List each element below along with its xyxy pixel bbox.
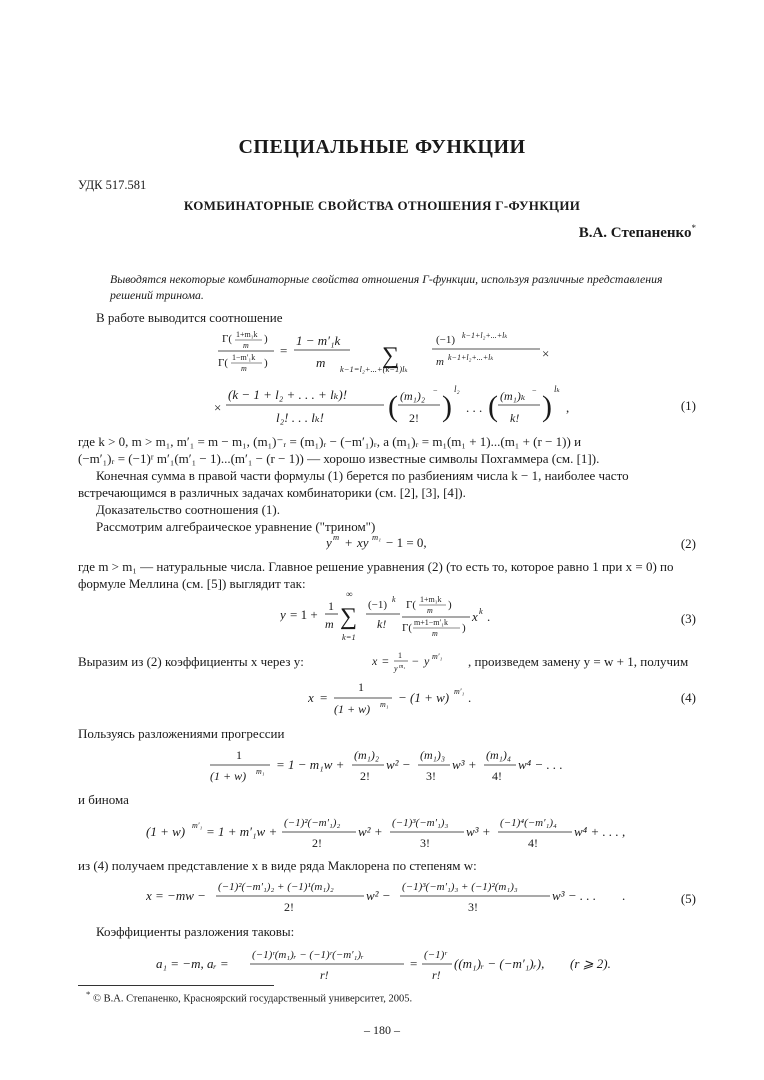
paragraph-where-1b: (−m′₁)ᵣ = (−1)ʳ m′₁(m′₁ − 1)...(m′₁ − (r − 1)) — хорошо известные символы Похгаммера (см. [1]).: [78, 451, 600, 466]
svg-text:1: 1: [328, 599, 334, 613]
svg-text:m₁: m₁: [372, 532, 382, 542]
equation-number-5: (5): [680, 891, 696, 906]
svg-text:m: m: [325, 617, 334, 631]
footnote: [86, 989, 412, 1005]
svg-text:4!: 4!: [492, 769, 502, 783]
equation-progression: [208, 745, 588, 787]
svg-text:=: =: [320, 690, 328, 705]
paragraph-where-1a: где k > 0, m > m₁, m′₁ = m − m₁, (m₁)⁻ᵣ = (m₁)ᵣ − (−m′₁)ᵣ, а (m₁)ᵣ = m₁(m₁ + 1)...(m₁ + (r − 1)) и: [78, 434, 582, 449]
paragraph-consider: Рассмотрим алгебраическое уравнение ("трином"): [96, 519, 376, 534]
svg-text:(k − 1 + l₂ + . . . + lₖ)!: (k − 1 + l₂ + . . . + lₖ)!: [228, 387, 348, 402]
svg-text:(: (: [488, 390, 498, 423]
svg-text:(−1)⁴(−m′₁)₄: (−1)⁴(−m′₁)₄: [500, 817, 557, 829]
svg-text:m′₁: m′₁: [192, 821, 203, 830]
svg-text:+: +: [345, 535, 353, 550]
svg-text:1: 1: [236, 748, 242, 762]
svg-text:y: y: [394, 664, 398, 673]
svg-text:(m₁)₃: (m₁)₃: [420, 748, 446, 762]
svg-text:(1 + w): (1 + w): [146, 824, 186, 839]
svg-text:k−1+l₂+...+lₖ: k−1+l₂+...+lₖ: [462, 331, 508, 340]
svg-text:= 1 − m₁w +: = 1 − m₁w +: [276, 757, 345, 772]
equation-1-sum-index: [340, 362, 490, 376]
svg-text:− 1 = 0,: − 1 = 0,: [386, 535, 427, 550]
paragraph-proof: Доказательство соотношения (1).: [96, 502, 281, 517]
svg-text:(−1)³(−m′₁)₃ + (−1)²(m₁)₃: (−1)³(−m′₁)₃ + (−1)²(m₁)₃: [402, 881, 518, 893]
paragraph-from-4: из (4) получаем представление x в виде ряда Маклорена по степеням w:: [78, 858, 477, 873]
svg-text:(m₁)₂: (m₁)₂: [354, 748, 380, 762]
svg-text:,: ,: [566, 400, 570, 415]
svg-text:m+1−m′₁k: m+1−m′₁k: [414, 618, 449, 627]
svg-text:w³ − . . .: w³ − . . .: [552, 888, 597, 903]
svg-text:(r ⩾ 2).: (r ⩾ 2).: [570, 956, 611, 971]
svg-text:1 − m′₁k: 1 − m′₁k: [296, 333, 341, 348]
equation-express-inline: [372, 650, 460, 674]
svg-text:w² −: w² −: [386, 757, 411, 772]
svg-text:w² −: w² −: [366, 888, 391, 903]
svg-text:w⁴ + . . . ,: w⁴ + . . . ,: [574, 824, 626, 839]
footnote-mark: *: [86, 989, 91, 999]
paragraph-where-2: где m > m₁ — натуральные числа. Главное решение уравнения (2) (то есть то, которое равно 1 при x = 0) по формуле Меллина (см. [5]) выглядит так:: [78, 559, 674, 591]
svg-text:=: =: [410, 956, 418, 971]
svg-text:k!: k!: [510, 411, 520, 425]
svg-text:(−1): (−1): [436, 334, 456, 346]
svg-text:3!: 3!: [426, 769, 436, 783]
author-name: В.А. Степаненко: [578, 225, 692, 241]
svg-text:(−1)²(−m′₁)₂: (−1)²(−m′₁)₂: [284, 817, 341, 829]
svg-text:×: ×: [542, 346, 550, 361]
svg-text:−: −: [433, 386, 438, 395]
svg-text:(: (: [388, 390, 398, 423]
svg-text:): ): [264, 357, 268, 369]
paragraph-binom: и бинома: [78, 792, 129, 807]
paragraph-express-text: Выразим из (2) коэффициенты x через y:: [78, 654, 304, 669]
svg-text:(−1): (−1): [368, 599, 388, 611]
svg-text:m₁: m₁: [399, 664, 406, 670]
equation-1-line-2: [214, 382, 574, 432]
footnote-rule: [78, 985, 274, 986]
svg-text:m: m: [333, 532, 340, 542]
svg-text:xy: xy: [357, 535, 369, 550]
equation-binomial: [146, 812, 646, 854]
svg-text:(−1)²(−m′₁)₂ + (−1)¹(m₁)₂: (−1)²(−m′₁)₂ + (−1)¹(m₁)₂: [218, 881, 334, 893]
svg-text:r!: r!: [320, 968, 329, 982]
svg-text:w⁴ − . . .: w⁴ − . . .: [518, 757, 563, 772]
svg-text:k: k: [479, 606, 483, 616]
svg-text:l₂! . . . lₖ!: l₂! . . . lₖ!: [276, 410, 324, 425]
equation-5: [146, 876, 646, 918]
section-title: СПЕЦИАЛЬНЫЕ ФУНКЦИИ: [238, 136, 526, 158]
footnote-text: © В.А. Степаненко, Красноярский государственный университет, 2005.: [93, 993, 413, 1005]
svg-text:=: =: [382, 654, 389, 668]
svg-text:w² +: w² +: [358, 824, 383, 839]
svg-text:x: x: [308, 690, 314, 705]
svg-text:1+m₁k: 1+m₁k: [420, 595, 442, 604]
svg-text:= 1 +: = 1 +: [290, 607, 318, 622]
svg-text:2!: 2!: [312, 836, 322, 850]
abstract: Выводятся некоторые комбинаторные свойства отношения Г-функции, используя различные представления решений тринома.: [110, 272, 663, 302]
svg-text:(−1)ʳ(m₁)ᵣ − (−1)ʳ(−m′₁)ᵣ: (−1)ʳ(m₁)ᵣ − (−1)ʳ(−m′₁)ᵣ: [252, 949, 364, 961]
svg-text:.: .: [487, 609, 491, 624]
svg-text:(1 + w): (1 + w): [210, 769, 247, 783]
svg-text:∑: ∑: [382, 343, 400, 369]
svg-text:m₁: m₁: [380, 700, 389, 709]
svg-text:): ): [264, 333, 268, 345]
svg-text:m′₁: m′₁: [432, 652, 443, 661]
svg-text:Γ(: Γ(: [402, 622, 413, 634]
svg-text:Γ(: Γ(: [222, 333, 233, 345]
svg-text:×: ×: [214, 400, 222, 415]
svg-text:− (1 + w): − (1 + w): [398, 690, 450, 705]
svg-text:.: .: [468, 690, 472, 705]
svg-text:(1 + w): (1 + w): [334, 702, 371, 716]
svg-text:−: −: [412, 654, 419, 668]
svg-text:1: 1: [398, 651, 402, 660]
svg-text:(m₁)₄: (m₁)₄: [486, 748, 512, 762]
svg-text:): ): [542, 390, 552, 423]
svg-text:2!: 2!: [409, 411, 419, 425]
paragraph-express-tail: , произведем замену y = w + 1, получим: [468, 654, 689, 669]
svg-text:k=1: k=1: [342, 632, 356, 642]
svg-text:1−m′₁k: 1−m′₁k: [232, 353, 256, 362]
svg-text:m: m: [241, 364, 247, 373]
svg-text:−: −: [532, 386, 537, 395]
svg-text:3!: 3!: [420, 836, 430, 850]
svg-text:4!: 4!: [528, 836, 538, 850]
svg-text:): ): [448, 599, 452, 611]
svg-text:((m₁)ᵣ − (−m′₁)ᵣ),: ((m₁)ᵣ − (−m′₁)ᵣ),: [454, 956, 545, 971]
svg-text:l₂: l₂: [454, 384, 460, 394]
svg-text:2!: 2!: [360, 769, 370, 783]
svg-text:k: k: [392, 595, 396, 604]
svg-text:. . .: . . .: [466, 400, 483, 415]
paper-title: КОМБИНАТОРНЫЕ СВОЙСТВА ОТНОШЕНИЯ Г-ФУНКЦИИ: [183, 198, 581, 213]
page-number: – 180 –: [364, 1023, 400, 1037]
svg-text:x: x: [472, 609, 478, 624]
svg-text:w³ +: w³ +: [466, 824, 491, 839]
svg-text:lₖ: lₖ: [554, 384, 560, 394]
svg-text:y: y: [280, 607, 286, 622]
svg-text:w³ +: w³ +: [452, 757, 477, 772]
paragraph-express: [78, 653, 304, 670]
svg-text:m: m: [427, 606, 433, 615]
equation-number-2: (2): [680, 536, 696, 551]
svg-text:y: y: [424, 654, 430, 668]
equation-number-3: (3): [680, 611, 696, 626]
svg-text:Γ(: Γ(: [218, 357, 229, 369]
svg-text:Γ(: Γ(: [406, 599, 417, 611]
author: [579, 223, 696, 242]
svg-text:1: 1: [358, 680, 364, 694]
paragraph-using: Пользуясь разложениями прогрессии: [78, 726, 285, 741]
svg-text:1+m₁k: 1+m₁k: [236, 330, 258, 339]
svg-text:=: =: [280, 343, 288, 358]
equation-2: [326, 532, 456, 552]
svg-text:m: m: [316, 355, 326, 370]
equation-number-4: (4): [680, 690, 696, 705]
equation-4: [308, 678, 478, 718]
equation-3: [280, 586, 510, 646]
svg-text:x: x: [372, 654, 378, 668]
svg-text:= 1 + m′₁w +: = 1 + m′₁w +: [206, 824, 278, 839]
svg-text:∑: ∑: [340, 604, 358, 630]
paragraph-intro: В работе выводится соотношение: [96, 310, 283, 325]
svg-text:3!: 3!: [468, 900, 478, 914]
svg-text:m: m: [432, 629, 438, 638]
svg-text:k−1=l₂+...+(k−1)lₖ: k−1=l₂+...+(k−1)lₖ: [340, 364, 408, 374]
equation-number-1: (1): [680, 398, 696, 413]
svg-text:y: y: [326, 535, 332, 550]
svg-text:∞: ∞: [346, 589, 353, 599]
udc-code: УДК 517.581: [78, 178, 147, 192]
svg-text:(m₁)₂: (m₁)₂: [400, 389, 426, 403]
svg-text:(−1)³(−m′₁)₃: (−1)³(−m′₁)₃: [392, 817, 449, 829]
paragraph-finite-sum: Конечная сумма в правой части формулы (1) берется по разбиениям числа k − 1, наиболее часто встречающимся в различных задачах комбинаторики (см. [2], [3], [4]).: [78, 468, 629, 500]
equation-coefficients: [156, 944, 626, 984]
svg-text:r!: r!: [432, 968, 441, 982]
svg-text:m′₁: m′₁: [454, 687, 465, 696]
svg-text:k−1+l₂+...+lₖ: k−1+l₂+...+lₖ: [448, 353, 494, 362]
svg-text:m: m: [436, 356, 444, 368]
svg-text:): ): [462, 622, 466, 634]
svg-text:a₁ = −m, aᵣ =: a₁ = −m, aᵣ =: [156, 956, 229, 971]
svg-text:2!: 2!: [284, 900, 294, 914]
svg-text:x = −mw −: x = −mw −: [146, 888, 206, 903]
svg-text:(m₁)ₖ: (m₁)ₖ: [500, 389, 526, 403]
svg-text:m₁: m₁: [256, 767, 265, 776]
svg-text:k!: k!: [377, 617, 387, 631]
svg-text:): ): [442, 390, 452, 423]
paragraph-coeffs: Коэффициенты разложения таковы:: [96, 924, 295, 939]
svg-text:(−1)ʳ: (−1)ʳ: [424, 949, 447, 961]
svg-text:m: m: [243, 341, 249, 350]
author-footnote-mark: *: [691, 223, 696, 233]
svg-text:.: .: [622, 888, 626, 903]
